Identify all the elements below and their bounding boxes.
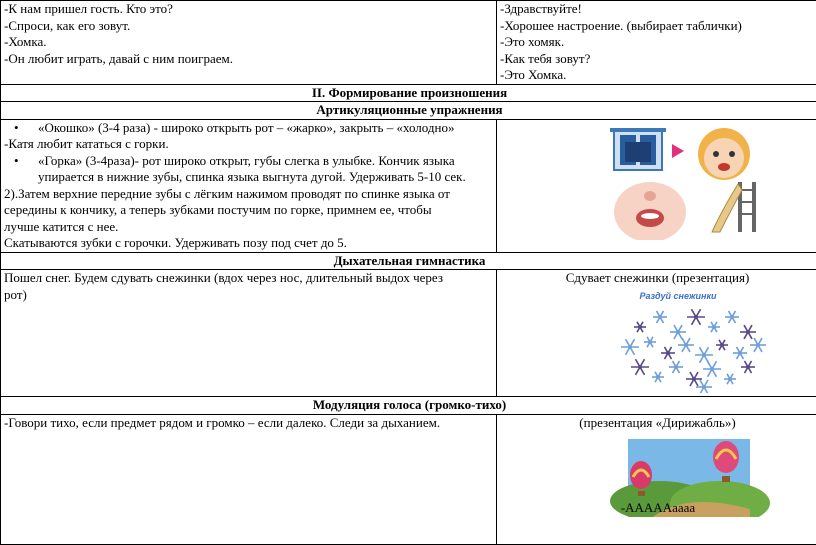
text-line: -Это Хомка.: [500, 67, 815, 84]
section-title: II. Формирование произношения: [1, 84, 816, 102]
snowflake-icon: [686, 372, 702, 386]
text-line: (презентация «Дирижабль»): [500, 415, 815, 432]
voice-sound-line: -ААААAаааа: [500, 500, 816, 516]
text-line: -Как тебя зовут?: [500, 51, 815, 68]
snowflake-icon: [678, 338, 694, 352]
text-line: Пошел снег. Будем сдувать снежинки (вдох через нос, длительный выдох через: [4, 270, 493, 287]
bullet-text: «Окошко» (3-4 раза) - широко открыть рот – «жарко», закрыть – «холодно»: [38, 120, 455, 135]
snowflake-icon: [740, 325, 756, 339]
snowflake-icon: [725, 310, 739, 322]
window-icon: [610, 128, 666, 170]
text-line: лучше катится с нее.: [4, 219, 493, 236]
snowflake-icon: [631, 359, 649, 375]
breathing-left-cell: [1, 270, 497, 397]
bullet-icon: •: [14, 120, 19, 137]
bullet-item: [4, 120, 493, 137]
snowflake-icon: [687, 309, 705, 325]
text-line: рот): [4, 287, 493, 304]
text-line: -Он любит играть, давай с ним поиграем.: [4, 51, 493, 68]
bullet-item: [4, 153, 493, 170]
text-line: -Здравствуйте!: [500, 1, 815, 18]
text-line: Скатываются зубки с горочки. Удерживать позу под счет до 5.: [4, 235, 493, 252]
articulation-row: [1, 119, 816, 252]
articulation-heading: Артикуляционные упражнения: [1, 102, 816, 120]
snowflake-icon: [708, 321, 720, 331]
arrow-icon: [672, 144, 684, 158]
face-hot-icon: [698, 128, 750, 180]
snowflake-cluster: [621, 309, 766, 393]
text-line: Сдувает снежинки (презентация): [500, 270, 815, 287]
snowflake-icon: [652, 371, 664, 381]
snowflake-icon: [670, 325, 686, 339]
voice-right-cell: [497, 414, 816, 544]
text-line: -К нам пришел гость. Кто это?: [4, 1, 493, 18]
voice-heading: Модуляция голоса (громко-тихо): [1, 397, 816, 415]
breathing-row: [1, 270, 816, 397]
snowflake-icon: [703, 361, 721, 377]
text-line: упирается в нижние зубы, спинка языка выгнута дугой. Удерживать 5-10 сек.: [4, 169, 493, 186]
open-mouth-face-icon: [614, 182, 686, 240]
snowflake-icon: [653, 310, 667, 322]
bullet-icon: •: [14, 153, 19, 170]
breathing-heading: Дыхательная гимнастика: [1, 252, 816, 270]
text-line: -Катя любит кататься с горки.: [4, 136, 493, 153]
snowflake-icon: [644, 336, 656, 346]
bullet-text: «Горка» (3-4раза)- рот широко открыт, губы слегка в улыбке. Кончик языка: [38, 153, 455, 168]
snowflakes-caption: Раздуй снежинки: [640, 291, 717, 301]
greeting-row: [1, 1, 816, 85]
text-line: 2).Затем верхние передние зубы с лёгким нажимом проводят по спинке языка от: [4, 186, 493, 203]
greeting-left-cell: [1, 1, 497, 85]
text-line: -Говори тихо, если предмет рядом и громко – если далеко. Следи за дыханием.: [4, 415, 493, 432]
snowflake-icon: [733, 346, 747, 358]
voice-left-cell: [1, 414, 497, 544]
snowflake-icon: [741, 360, 755, 372]
snowflake-icon: [695, 347, 713, 363]
snowflakes-illustration: [500, 287, 816, 393]
text-line: -Спроси, как его зовут.: [4, 18, 493, 35]
snowflake-icon: [716, 339, 728, 349]
greeting-right-cell: [497, 1, 816, 85]
articulation-right-cell: [497, 119, 816, 252]
text-line: -Хомка.: [4, 34, 493, 51]
text-line: -Это хомяк.: [500, 34, 815, 51]
snowflake-icon: [724, 373, 736, 383]
articulation-illustration: [500, 120, 816, 240]
text-line: -Хорошее настроение. (выбирает таблички): [500, 18, 815, 35]
snowflake-icon: [661, 346, 675, 358]
slide-icon: [712, 182, 756, 232]
articulation-left-cell: [1, 119, 497, 252]
snowflake-icon: [669, 360, 683, 372]
snowflake-icon: [621, 339, 639, 355]
voice-row: [1, 414, 816, 544]
breathing-right-cell: [497, 270, 816, 397]
text-line: середины к кончику, а теперь зубками постучим по горке, примнем ее, чтобы: [4, 202, 493, 219]
snowflake-icon: [696, 380, 712, 393]
snowflake-icon: [634, 321, 646, 331]
snowflake-icon: [750, 338, 766, 352]
